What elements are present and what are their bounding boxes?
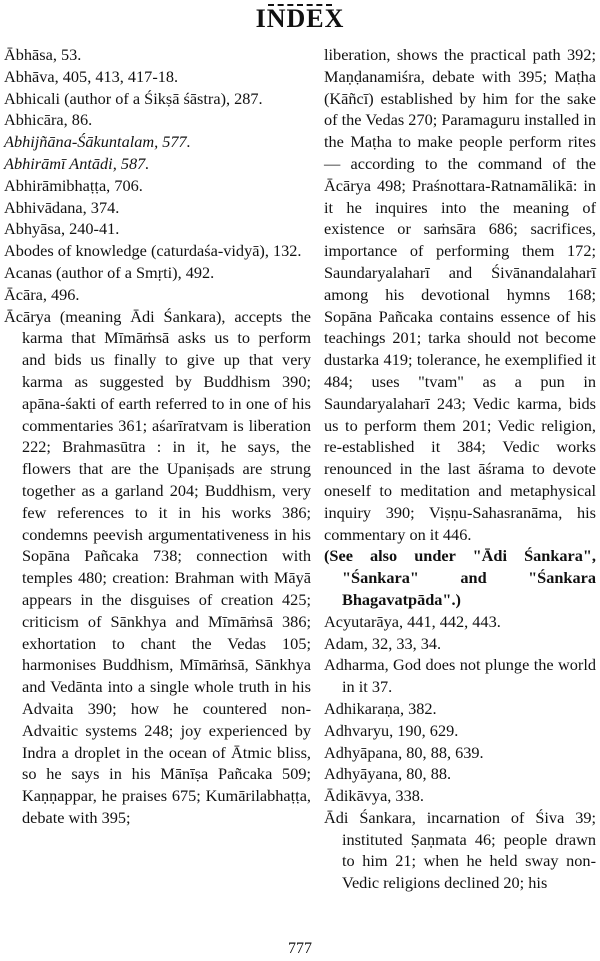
index-entry-acara: Ācāra, 496.: [4, 284, 80, 304]
see-also-note: (See also under "Ādi Śankara", "Śankara" and "Śankara Bhagavatpāda".): [324, 546, 596, 609]
index-entry-abhyasa: Abhyāsa, 240-41.: [4, 219, 120, 239]
index-entry-abhava: Abhāva, 405, 413, 417-18.: [4, 66, 179, 86]
left-column: [4, 44, 311, 829]
index-entry-adhyayana: Adhyāyana, 80, 88.: [324, 764, 452, 784]
index-entry-adhyapana: Adhyāpana, 80, 88, 639.: [324, 742, 484, 762]
index-entry-adhvaryu: Adhvaryu, 190, 629.: [324, 720, 459, 740]
index-entry-adam: Adam, 32, 33, 34.: [324, 633, 442, 653]
index-entry-acarya-continued: liberation, shows the practical path 392; Maṇḍanamiśra, debate with 395; Maṭha (Kāñcī) established by him for the sake of the Vedas 270; Paramaguru installed in the Maṭha to make people perform rites — according to the command of the Ācārya 498; Praśnottara-Ratnamālikā: in it he inquires into the meaning of existence or saṁsāra 686; sacrifices, importance of performing them 172; Saundaryalaharī and Śivānandalaharī among his devotional hymns 168; Sopāna Pañcaka contains essence of his teachings 201; tarka should not become dustarka 419; tolerance, he exemplified it 484; uses "tvam" as a pun in Saundaryalaharī 243; Vedic karma, bids us to perform them 201; Vedic religion, re-established it 384; Vedic works renounced in the last āśrama to devote oneself to meditation and metaphysical inquiry 390; Viṣṇu-Sahasranāma, his commentary on it 446.: [324, 45, 596, 544]
index-entry-acarya: Ācārya (meaning Ādi Śankara), accepts the karma that Mīmāṁsā asks us to perform and bids us finally to give up that very karma as suggested by Buddhism 390; apāna-śakti of earth referred to in one of his commentaries 361; aśarīratvam is liberation 222; Brahmasūtra : in it, he says, the flowers that are the Upaniṣads are strung together as a garland 204; Buddhism, very few references to it in his works 386; condemns peevish argumentativeness in his Sopāna Pañcaka 738; connection with temples 480; creation: Brahman with Māyā appears in the disguises of creation 425; criticism of Sānkhya and Mīmāṁsā 386; exhortation to chant the Vedas 105; harmonises Buddhism, Mīmāṁsā, Sānkhya and Vedānta into a single whole truth in his Advaita 390; how he countered non-Advaitic systems 248; joy experienced by Indra a droplet in the ocean of Ātmic bliss, so he says in his Mānīṣa Pañcaka 509; Kaṇṇappar, he praises 675; Kumārilabhaṭṭa, debate with 395;: [4, 306, 311, 827]
index-entry-acanas: Acanas (author of a Smṛti), 492.: [4, 262, 215, 282]
page-title: INDEX: [255, 4, 345, 33]
index-entry-abhasa: Ābhāsa, 53.: [4, 45, 82, 64]
index-entry-adi-sankara: Ādi Śankara, incarnation of Śiva 39; instituted Ṣaṇmata 46; people drawn to him 21; when he held sway non-Vedic religions declined 20; his: [324, 807, 596, 893]
index-entry-abhicali: Abhicali (author of a Śikṣā śāstra), 287.: [4, 88, 263, 108]
index-entry-adharma: Adharma, God does not plunge the world in it 37.: [324, 655, 596, 697]
index-entry-abodes-of-knowledge: Abodes of knowledge (caturdaśa-vidyā), 132.: [4, 241, 302, 261]
index-entry-adikavya: Ādikāvya, 338.: [324, 786, 424, 806]
index-entry-abhivadana: Abhivādana, 374.: [4, 197, 120, 217]
index-entry-adhikarana: Adhikaraṇa, 382.: [324, 698, 437, 718]
page-number: 777: [288, 940, 312, 957]
index-entry-acyutaraya: Acyutarāya, 441, 442, 443.: [324, 611, 501, 631]
index-entry-abhiramibhatta: Abhirāmibhaṭṭa, 706.: [4, 175, 143, 195]
index-entry-abhicara: Abhicāra, 86.: [4, 110, 93, 130]
index-entry-abhijnana-sakuntalam: Abhijñāna-Śākuntalam, 577.: [4, 132, 191, 152]
index-entry-abhirami-antadi: Abhirāmī Antādi, 587.: [4, 153, 150, 173]
right-column: [324, 44, 596, 894]
